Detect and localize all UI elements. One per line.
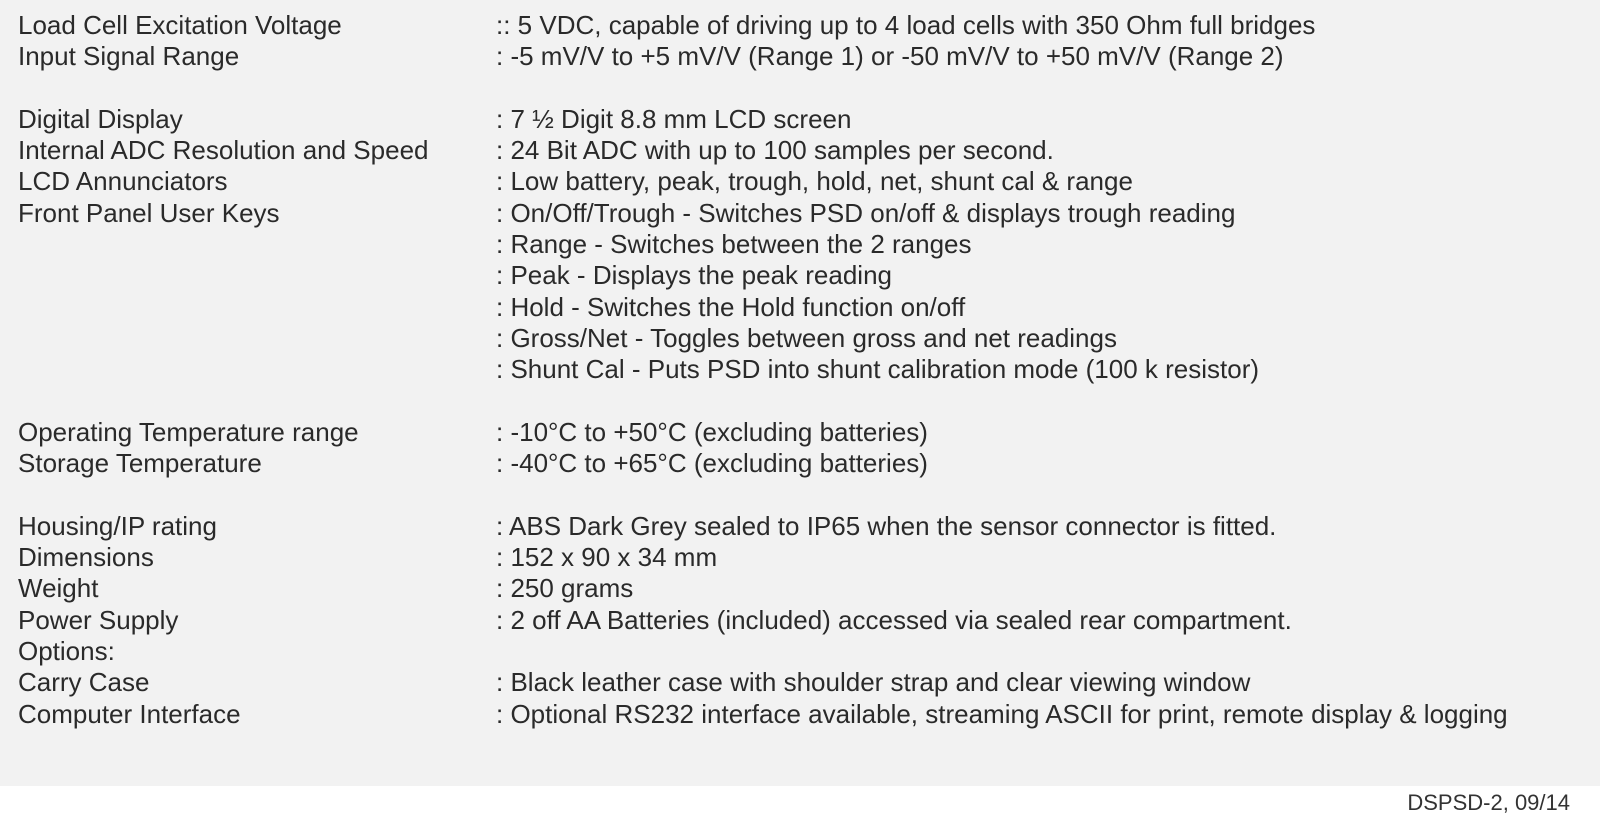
spec-value: : 152 x 90 x 34 mm xyxy=(496,542,718,573)
spec-label: Operating Temperature range xyxy=(18,416,359,447)
spec-row xyxy=(18,229,1508,260)
spec-row xyxy=(18,104,1508,135)
spec-label: Load Cell Excitation Voltage xyxy=(18,10,342,40)
spec-value: : On/Off/Trough - Switches PSD on/off & displays trough reading xyxy=(496,197,1236,228)
spec-label: Carry Case xyxy=(18,667,150,698)
spec-label xyxy=(18,354,496,385)
spec-label: Internal ADC Resolution and Speed xyxy=(18,135,429,166)
spec-label xyxy=(18,386,496,417)
spec-label xyxy=(18,479,496,510)
spec-row xyxy=(18,699,1508,730)
spec-row xyxy=(18,10,1508,41)
spec-row xyxy=(18,605,1508,636)
spec-value: : Shunt Cal - Puts PSD into shunt calibration mode (100 k resistor) xyxy=(496,354,1260,385)
spec-value: : 24 Bit ADC with up to 100 samples per second. xyxy=(496,135,1054,166)
spec-value: : 7 ½ Digit 8.8 mm LCD screen xyxy=(496,103,852,134)
spec-row xyxy=(18,135,1508,166)
spec-row xyxy=(18,323,1508,354)
spec-row xyxy=(18,448,1508,479)
spec-value: : Peak - Displays the peak reading xyxy=(496,260,892,291)
spec-label: Weight xyxy=(18,573,99,604)
spec-label: Power Supply xyxy=(18,604,179,635)
spec-label: Housing/IP rating xyxy=(18,510,217,541)
spacer-row xyxy=(18,386,1508,417)
spec-label xyxy=(18,73,496,104)
spec-row xyxy=(18,542,1508,573)
spec-value: : Gross/Net - Toggles between gross and net readings xyxy=(496,322,1117,353)
spec-label xyxy=(18,229,496,260)
spec-row xyxy=(18,354,1508,385)
spec-row xyxy=(18,198,1508,229)
spec-label: Digital Display xyxy=(18,103,183,134)
document-code: DSPSD-2, 09/14 xyxy=(1407,790,1570,815)
spacer-row xyxy=(18,479,1508,510)
spec-label: Computer Interface xyxy=(18,698,241,729)
spec-value: : Black leather case with shoulder strap and clear viewing window xyxy=(496,667,1251,698)
spec-row xyxy=(18,166,1508,197)
spec-label: Options: xyxy=(18,635,115,666)
spec-label: Storage Temperature xyxy=(18,448,262,479)
spec-row xyxy=(18,573,1508,604)
spacer-row xyxy=(18,73,1508,104)
spec-value: : Low battery, peak, trough, hold, net, shunt cal & range xyxy=(496,166,1133,197)
spec-label: LCD Annunciators xyxy=(18,166,228,197)
spec-value: : Range - Switches between the 2 ranges xyxy=(496,229,972,260)
spec-value: : ABS Dark Grey sealed to IP65 when the sensor connector is fitted. xyxy=(496,510,1277,541)
spec-value: : Optional RS232 interface available, streaming ASCII for print, remote display & logging xyxy=(496,698,1508,729)
spec-label xyxy=(18,292,496,323)
spec-row xyxy=(18,292,1508,323)
spec-value: : 250 grams xyxy=(496,573,634,604)
spec-value: :: 5 VDC, capable of driving up to 4 load cells with 350 Ohm full bridges xyxy=(496,10,1316,40)
spec-label: Input Signal Range xyxy=(18,41,240,72)
spec-value: : 2 off AA Batteries (included) accessed via sealed rear compartment. xyxy=(496,604,1292,635)
spec-row xyxy=(18,417,1508,448)
spec-label xyxy=(18,260,496,291)
spec-value: : Hold - Switches the Hold function on/off xyxy=(496,291,966,322)
spec-table xyxy=(18,10,1508,730)
spec-row xyxy=(18,667,1508,698)
spec-label: Dimensions xyxy=(18,542,154,573)
spec-row xyxy=(18,636,1508,667)
spec-row xyxy=(18,41,1508,72)
spec-row xyxy=(18,511,1508,542)
spec-label: Front Panel User Keys xyxy=(18,197,280,228)
spec-value: : -5 mV/V to +5 mV/V (Range 1) or -50 mV/V to +50 mV/V (Range 2) xyxy=(496,41,1284,72)
spec-value: : -40°C to +65°C (excluding batteries) xyxy=(496,448,928,479)
spec-label xyxy=(18,323,496,354)
spec-row xyxy=(18,260,1508,291)
spec-value: : -10°C to +50°C (excluding batteries) xyxy=(496,416,928,447)
